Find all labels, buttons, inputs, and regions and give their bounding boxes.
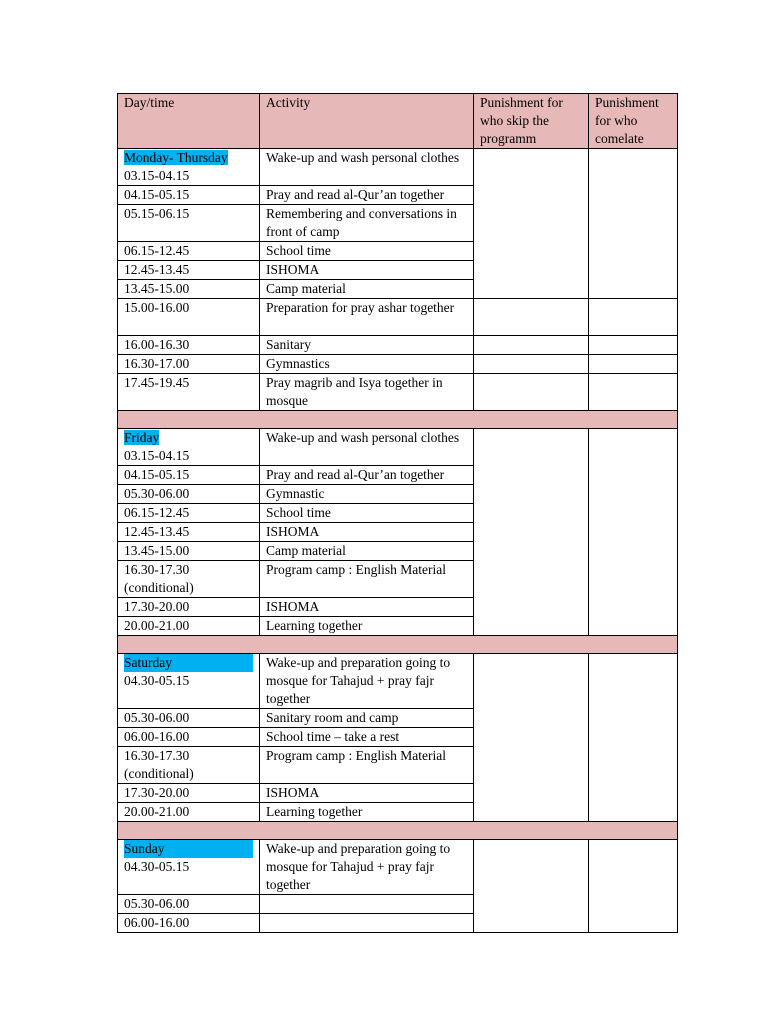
- time-cell: 13.45-15.00: [118, 542, 260, 561]
- time-cell: Sunday 04.30-05.15: [118, 840, 260, 895]
- punishment-late-cell: [589, 355, 678, 374]
- punishment-late-cell: [589, 336, 678, 355]
- time-cell: 06.15-12.45: [118, 504, 260, 523]
- activity-cell: Wake-up and wash personal clothes: [260, 149, 474, 186]
- header-activity: Activity: [260, 94, 474, 149]
- day-label-sunday: Sunday: [124, 840, 253, 858]
- activity-cell: Pray magrib and Isya together in mosque: [260, 374, 474, 411]
- activity-cell: Wake-up and preparation going to mosque for Tahajud + pray fajr together: [260, 654, 474, 709]
- time-cell: 06.00-16.00: [118, 914, 260, 933]
- activity-cell: Wake-up and wash personal clothes: [260, 429, 474, 466]
- time-cell: 16.30-17.30 (conditional): [118, 747, 260, 784]
- time-cell: 05.30-06.00: [118, 709, 260, 728]
- activity-cell: Remembering and conversations in front of camp: [260, 205, 474, 242]
- table-row: [118, 355, 678, 374]
- time-cell: 04.15-05.15: [118, 466, 260, 485]
- time-cell: 13.45-15.00: [118, 280, 260, 299]
- time-cell: 16.00-16.30: [118, 336, 260, 355]
- table-header-row: [118, 94, 678, 149]
- header-punishment-late: Punishment for who comelate: [589, 94, 678, 149]
- activity-cell: Pray and read al-Qur’an together: [260, 466, 474, 485]
- header-day-time: Day/time: [118, 94, 260, 149]
- table-row: [118, 429, 678, 466]
- table-row: [118, 374, 678, 411]
- punishment-late-cell: [589, 299, 678, 336]
- time-cell: 05.30-06.00: [118, 485, 260, 504]
- punishment-skip-cell: [474, 654, 589, 822]
- time-cell: 17.30-20.00: [118, 784, 260, 803]
- time-cell: 17.30-20.00: [118, 598, 260, 617]
- activity-cell: Gymnastics: [260, 355, 474, 374]
- activity-cell: [260, 914, 474, 933]
- time-cell: 17.45-19.45: [118, 374, 260, 411]
- punishment-late-cell: [589, 429, 678, 636]
- table-row: [118, 654, 678, 709]
- activity-cell: Learning together: [260, 803, 474, 822]
- time-cell: Friday 03.15-04.15: [118, 429, 260, 466]
- table-row: [118, 149, 678, 186]
- activity-cell: Program camp : English Material: [260, 561, 474, 598]
- time-cell: 16.30-17.30 (conditional): [118, 561, 260, 598]
- time-cell: 20.00-21.00: [118, 803, 260, 822]
- time-cell: 16.30-17.00: [118, 355, 260, 374]
- activity-cell: [260, 895, 474, 914]
- punishment-skip-cell: [474, 429, 589, 636]
- punishment-skip-cell: [474, 355, 589, 374]
- punishment-skip-cell: [474, 149, 589, 299]
- activity-cell: Sanitary: [260, 336, 474, 355]
- time-cell: 12.45-13.45: [118, 261, 260, 280]
- activity-cell: ISHOMA: [260, 523, 474, 542]
- time-cell: 06.00-16.00: [118, 728, 260, 747]
- section-separator: [118, 411, 678, 429]
- punishment-skip-cell: [474, 840, 589, 933]
- day-label-friday: Friday: [124, 430, 160, 445]
- time-cell: 04.15-05.15: [118, 186, 260, 205]
- punishment-skip-cell: [474, 374, 589, 411]
- header-punishment-skip: Punishment for who skip the programm: [474, 94, 589, 149]
- time-cell: 12.45-13.45: [118, 523, 260, 542]
- day-label-monday-thursday: Monday- Thursday: [124, 150, 228, 165]
- time-cell: Saturday 04.30-05.15: [118, 654, 260, 709]
- time-cell: 20.00-21.00: [118, 617, 260, 636]
- activity-cell: School time: [260, 504, 474, 523]
- activity-cell: Learning together: [260, 617, 474, 636]
- activity-cell: Wake-up and preparation going to mosque for Tahajud + pray fajr together: [260, 840, 474, 895]
- activity-cell: Sanitary room and camp: [260, 709, 474, 728]
- time-cell: 06.15-12.45: [118, 242, 260, 261]
- activity-cell: ISHOMA: [260, 261, 474, 280]
- time-cell: 15.00-16.00: [118, 299, 260, 336]
- day-label-saturday: Saturday: [124, 654, 253, 672]
- punishment-late-cell: [589, 149, 678, 299]
- punishment-late-cell: [589, 840, 678, 933]
- time-cell: Monday- Thursday 03.15-04.15: [118, 149, 260, 186]
- punishment-skip-cell: [474, 336, 589, 355]
- activity-cell: Pray and read al-Qur’an together: [260, 186, 474, 205]
- activity-cell: Gymnastic: [260, 485, 474, 504]
- section-separator: [118, 636, 678, 654]
- time-cell: 05.30-06.00: [118, 895, 260, 914]
- activity-cell: ISHOMA: [260, 784, 474, 803]
- schedule-table: [117, 93, 678, 933]
- activity-cell: School time: [260, 242, 474, 261]
- activity-cell: School time – take a rest: [260, 728, 474, 747]
- time-cell: 05.15-06.15: [118, 205, 260, 242]
- activity-cell: Program camp : English Material: [260, 747, 474, 784]
- section-separator: [118, 822, 678, 840]
- activity-cell: Camp material: [260, 542, 474, 561]
- table-row: [118, 336, 678, 355]
- table-row: [118, 840, 678, 895]
- table-row: [118, 299, 678, 336]
- punishment-skip-cell: [474, 299, 589, 336]
- punishment-late-cell: [589, 374, 678, 411]
- punishment-late-cell: [589, 654, 678, 822]
- activity-cell: Camp material: [260, 280, 474, 299]
- activity-cell: Preparation for pray ashar together: [260, 299, 474, 336]
- activity-cell: ISHOMA: [260, 598, 474, 617]
